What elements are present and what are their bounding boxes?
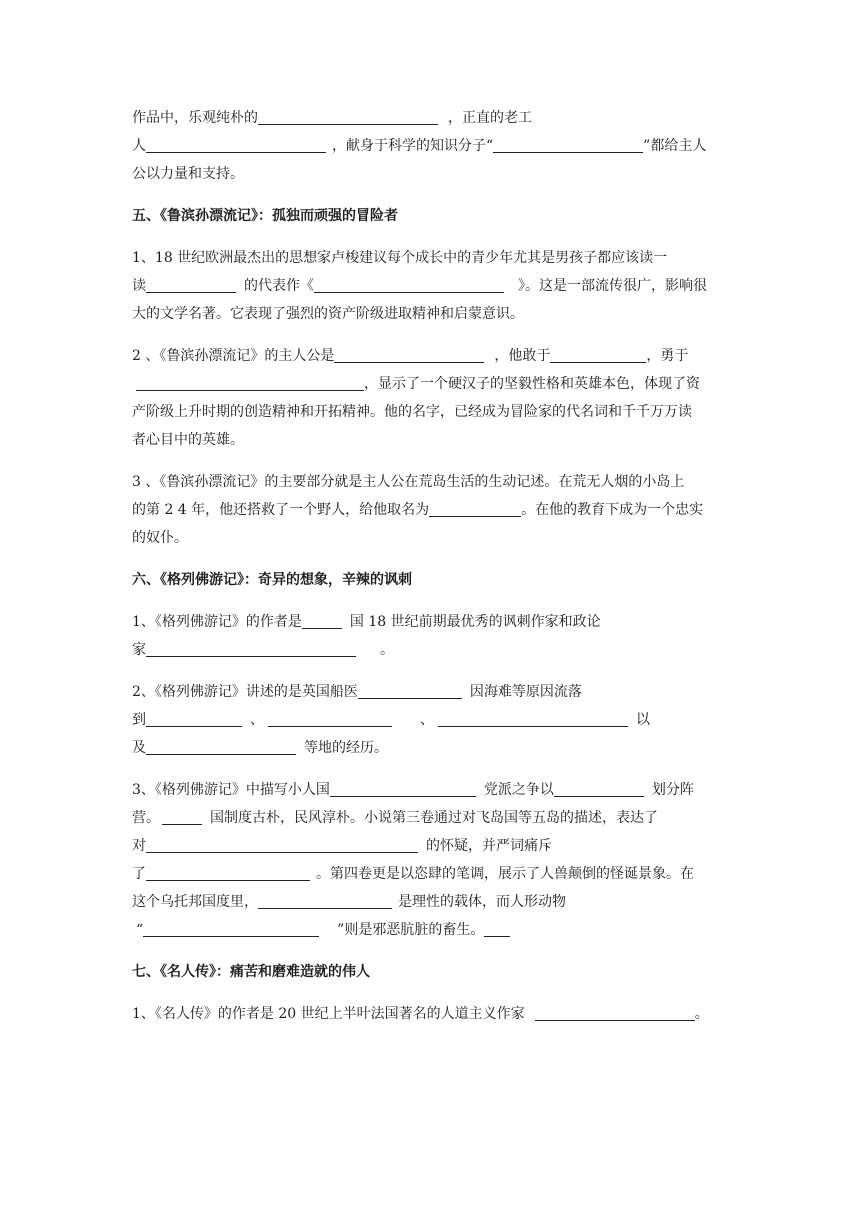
s6q2-text-b: 因海难等原因流落 [469, 684, 582, 700]
blank-s6q3-2[interactable] [554, 780, 644, 797]
blank-s6q2-1[interactable] [358, 682, 462, 699]
blank-s6q3-7[interactable] [143, 920, 319, 937]
intro-text-2: ，正直的老工 [448, 110, 532, 126]
s6q3-text-d: 营。 [132, 810, 160, 826]
s6q2-text-e: 、 [420, 712, 434, 728]
s6q3-text-m: ”则是邪恶肮脏的畜生。 [337, 922, 485, 938]
s6q2-text-a: 2、《格列佛游记》讲述的是英国船医 [132, 684, 358, 700]
s6q3-text-a: 3、《格列佛游记》中描写小人国 [132, 782, 330, 798]
section-6-heading: 六、《格列佛游记》：奇异的想象，辛辣的讽刺 [132, 572, 412, 588]
intro-text-3: 人 [132, 138, 146, 154]
s5q1-text-a: 1、18 世纪欧洲最杰出的思想家卢梭建议每个成长中的青少年尤其是男孩子都应该读一 [132, 250, 668, 266]
section-6-question-2 [132, 678, 737, 762]
intro-text-4: ，献身于科学的知识分子“ [332, 138, 494, 154]
s6q3-text-b: 党派之争以 [483, 782, 554, 798]
blank-s6q3-4[interactable] [146, 836, 418, 853]
section-5-heading: 五、《鲁滨孙漂流记》：孤独而顽强的冒险者 [132, 208, 398, 224]
s6q2-text-f: 以 [636, 712, 650, 728]
blank-s5q2-1[interactable] [334, 346, 484, 363]
s5q1-text-b: 读 [132, 278, 146, 294]
blank-s5q1-2[interactable] [314, 276, 504, 293]
section-5-question-1 [132, 244, 737, 328]
s6q2-text-c: 到 [132, 712, 146, 728]
s6q3-text-c: 划分阵 [651, 782, 694, 798]
s5q3-text-d: 的奴仆。 [132, 530, 188, 546]
s6q2-text-h: 等地的经历。 [304, 740, 388, 756]
intro-paragraph [132, 104, 737, 188]
s5q2-text-e: 产阶级上升时期的创造精神和开拓精神。他的名字，已经成为冒险家的代名词和千千万万读 [132, 404, 692, 420]
s7q1-text-a: 1、《名人传》的作者是 20 世纪上半叶法国著名的人道主义作家 [132, 1006, 525, 1022]
blank-s5q2-3[interactable] [136, 374, 364, 391]
s6q3-text-g: 的怀疑，并严词痛斥 [426, 838, 552, 854]
section-5-question-2 [132, 342, 737, 454]
blank-s6q1-2[interactable] [146, 640, 356, 657]
blank-s6q3-8[interactable] [484, 920, 510, 937]
worksheet-page [132, 104, 737, 1042]
blank-s6q3-6[interactable] [258, 892, 392, 909]
s6q3-text-e: 国制度古朴，民风淳朴。小说第三卷通过对飞岛国等五岛的描述，表达了 [210, 810, 658, 826]
s5q1-text-c: 的代表作《 [244, 278, 314, 294]
blank-s7q1-1[interactable] [535, 1004, 695, 1021]
s5q2-text-a: 2 、《鲁滨孙漂流记》的主人公是 [132, 348, 335, 364]
intro-text-1: 作品中，乐观纯朴的 [132, 110, 258, 126]
s7q1-text-b: 。 [694, 1006, 709, 1022]
blank-s6q2-4[interactable] [438, 710, 628, 727]
s5q2-text-d: ，显示了一个硬汉子的坚毅性格和英雄本色，体现了资 [364, 376, 700, 392]
blank-s6q2-2[interactable] [146, 710, 242, 727]
blank-intro-3[interactable] [493, 136, 643, 153]
s6q1-text-a: 1、《格列佛游记》的作者是 [132, 614, 302, 630]
s5q3-text-b: 的第 2 4 年，他还搭救了一个野人，给他取名为 [132, 502, 430, 518]
blank-s6q1-1[interactable] [302, 612, 342, 629]
s6q3-text-h: 了 [132, 866, 146, 882]
s6q3-text-i: 。第四卷更是以恣肆的笔调，展示了人兽颠倒的怪诞景象。在 [316, 866, 694, 882]
intro-text-6: 公以力量和支持。 [132, 166, 244, 182]
s6q3-text-k: 是理性的载体，而人形动物 [398, 894, 566, 910]
section-6-question-3 [132, 776, 737, 944]
s5q3-text-c: 。在他的教育下成为一个忠实 [521, 502, 704, 518]
blank-intro-1[interactable] [258, 108, 438, 125]
section-6-question-1 [132, 608, 737, 664]
blank-s6q2-5[interactable] [146, 738, 296, 755]
blank-s5q2-2[interactable] [550, 346, 646, 363]
section-7-question-1 [132, 1000, 737, 1028]
s6q2-text-d: 、 [250, 712, 264, 728]
s6q3-text-l: “ [136, 922, 144, 938]
s5q3-text-a: 3 、《鲁滨孙漂流记》的主要部分就是主人公在荒岛生活的生动记述。在荒无人烟的小岛上 [132, 474, 685, 490]
blank-intro-2[interactable] [146, 136, 326, 153]
section-7-heading: 七、《名人传》：痛苦和磨难造就的伟人 [132, 964, 370, 980]
blank-s6q3-1[interactable] [330, 780, 476, 797]
section-5-question-3 [132, 468, 737, 552]
s5q2-text-c: ，勇于 [646, 348, 689, 364]
s5q2-text-b: ，他敢于 [494, 348, 551, 364]
s6q3-text-f: 对 [132, 838, 146, 854]
s6q3-text-j: 这个乌托邦国度里， [132, 894, 258, 910]
s6q1-text-b: 国 18 世纪前期最优秀的讽刺作家和政论 [349, 614, 601, 630]
s5q1-text-e: 大的文学名著。它表现了强烈的资产阶级进取精神和启蒙意识。 [132, 306, 524, 322]
s5q1-text-d: 》。这是一部流传很广，影响很 [518, 278, 707, 294]
blank-s6q2-3[interactable] [268, 710, 392, 727]
s6q1-text-c: 家 [132, 642, 146, 658]
blank-s6q3-5[interactable] [146, 864, 310, 881]
intro-text-5: ”都给主人 [643, 138, 707, 154]
s6q2-text-g: 及 [132, 740, 146, 756]
s5q2-text-f: 者心目中的英雄。 [132, 432, 244, 448]
blank-s5q3-1[interactable] [429, 500, 521, 517]
blank-s6q3-3[interactable] [162, 808, 202, 825]
blank-s5q1-1[interactable] [146, 276, 236, 293]
s6q1-text-d: 。 [380, 642, 394, 658]
